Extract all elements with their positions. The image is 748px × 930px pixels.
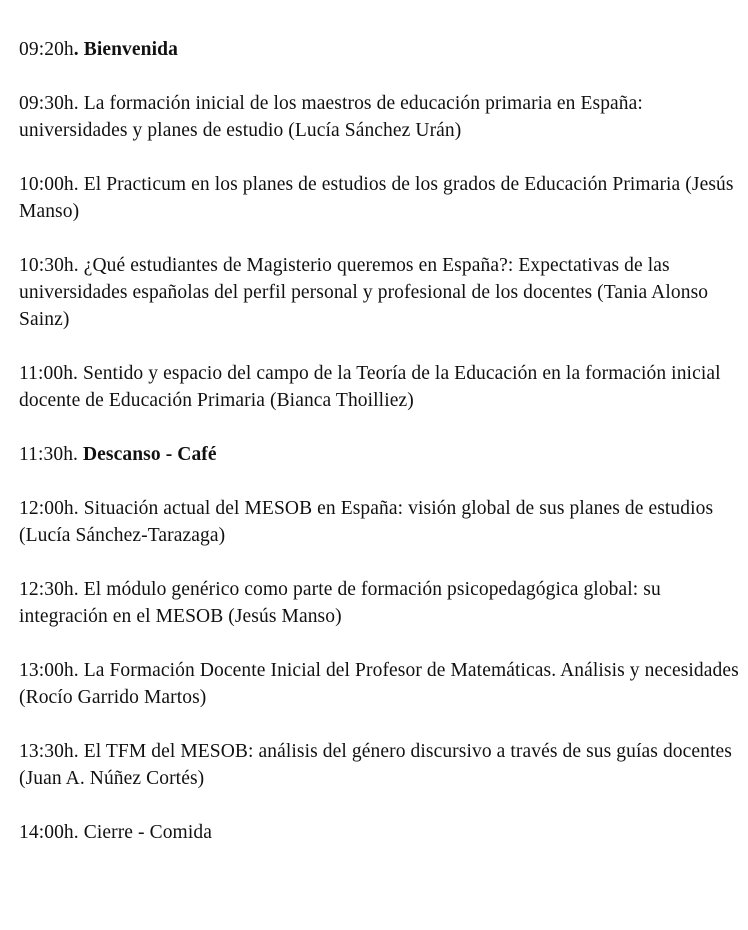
item-time: 11:30h [19, 444, 74, 465]
agenda-item-1330 [19, 738, 739, 792]
item-time: 13:30h [19, 741, 74, 762]
item-time: 12:30h [19, 579, 74, 600]
agenda-item-1000 [19, 171, 739, 225]
agenda-item-0930 [19, 90, 739, 144]
agenda-item-1100 [19, 360, 739, 414]
item-title: La formación inicial de los maestros de educación primaria en España: universidades y planes de estudio (Lucía Sánchez Urán) [19, 93, 643, 141]
item-time: 13:00h [19, 660, 74, 681]
item-time: 10:30h [19, 255, 74, 276]
item-separator: . [73, 93, 84, 114]
item-separator: . [73, 498, 84, 519]
item-separator: . [73, 660, 84, 681]
item-time: 11:00h [19, 363, 74, 384]
item-separator: . [73, 255, 84, 276]
item-title: Descanso - Café [83, 444, 217, 465]
item-separator: . [73, 741, 84, 762]
item-time: 14:00h [19, 822, 74, 843]
item-title: El TFM del MESOB: análisis del género discursivo a través de sus guías docentes (Juan A. Núñez Cortés) [19, 741, 732, 789]
item-time: 09:20h [19, 39, 74, 60]
item-time: 12:00h [19, 498, 74, 519]
item-title: Bienvenida [83, 39, 178, 60]
agenda-item-1230 [19, 576, 739, 630]
agenda-item-1400 [19, 819, 739, 846]
item-separator: . [73, 39, 84, 60]
item-separator: . [73, 822, 84, 843]
item-separator: . [73, 363, 83, 384]
item-separator: . [73, 174, 84, 195]
item-title: La Formación Docente Inicial del Profesor de Matemáticas. Análisis y necesidades (Rocío Garrido Martos) [19, 660, 739, 708]
item-time: 10:00h [19, 174, 74, 195]
agenda-item-1300 [19, 657, 739, 711]
item-time: 09:30h [19, 93, 74, 114]
item-separator: . [73, 579, 84, 600]
agenda-item-1130 [19, 441, 739, 468]
item-title: Situación actual del MESOB en España: visión global de sus planes de estudios (Lucía Sánchez-Tarazaga) [19, 498, 714, 546]
item-title: ¿Qué estudiantes de Magisterio queremos en España?: Expectativas de las universidades españolas del perfil personal y profesional de los docentes (Tania Alonso Sainz) [19, 255, 709, 330]
agenda-item-0920 [19, 36, 739, 63]
item-separator: . [73, 444, 83, 465]
agenda-item-1200 [19, 495, 739, 549]
agenda-list [19, 36, 739, 873]
item-title: Sentido y espacio del campo de la Teoría de la Educación en la formación inicial docente de Educación Primaria (Bianca Thoilliez) [19, 363, 721, 411]
item-title: El módulo genérico como parte de formación psicopedagógica global: su integración en el MESOB (Jesús Manso) [19, 579, 661, 627]
item-title: El Practicum en los planes de estudios de los grados de Educación Primaria (Jesús Manso) [19, 174, 734, 222]
agenda-item-1030 [19, 252, 739, 333]
item-title: Cierre - Comida [83, 822, 212, 843]
